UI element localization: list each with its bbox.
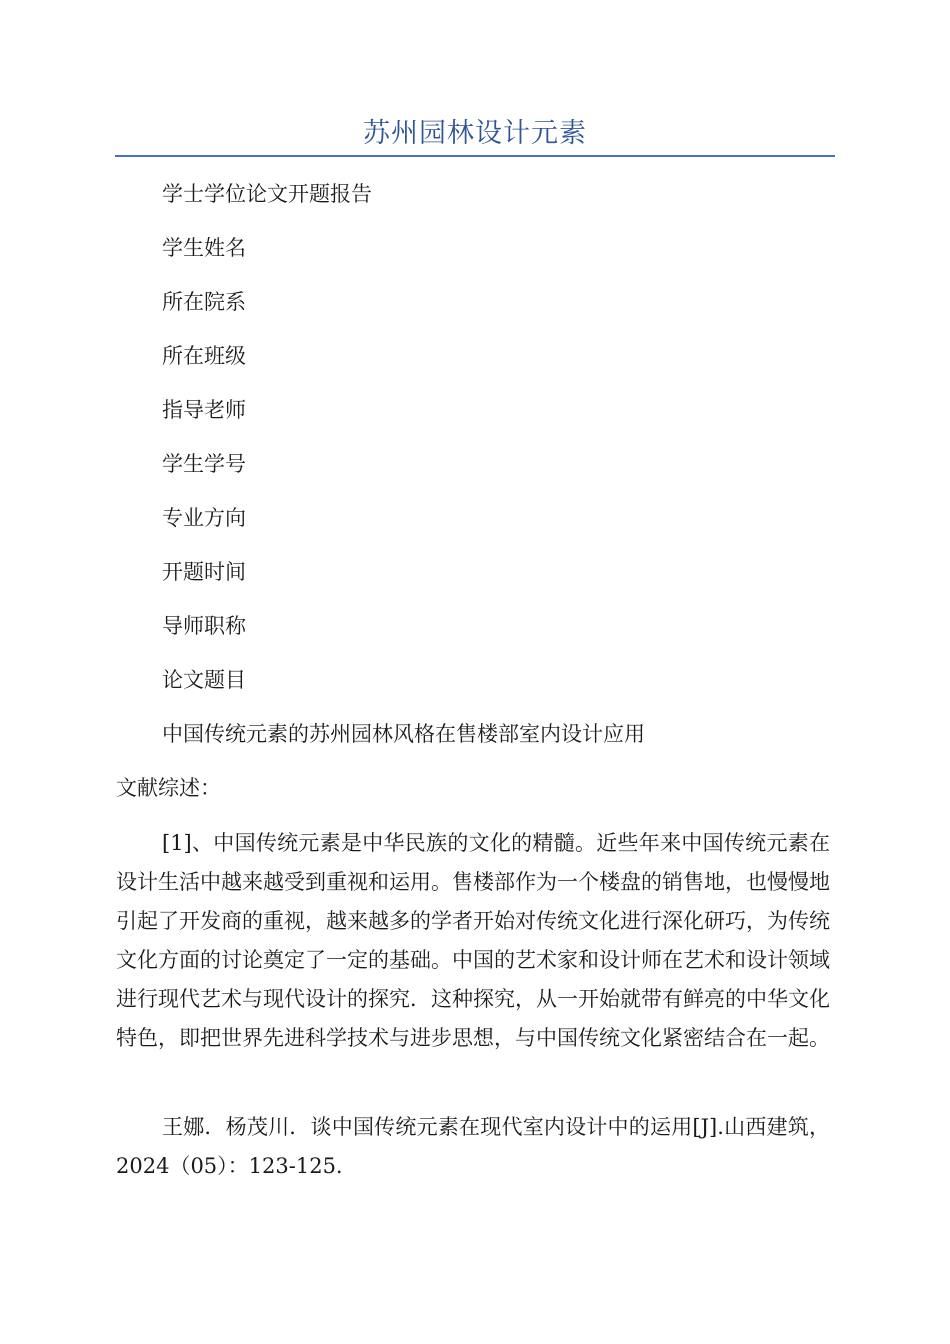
field-student-name: 学生姓名 [162, 236, 246, 260]
paragraph-reference-1: 王娜．杨茂川．谈中国传统元素在现代室内设计中的运用[J].山西建筑，2024（05）：123-125. [116, 1115, 830, 1178]
field-report-type: 学士学位论文开题报告 [162, 182, 372, 206]
document-title: 苏州园林设计元素 [363, 118, 587, 149]
field-student-id: 学生学号 [162, 452, 246, 476]
field-proposal-date: 开题时间 [162, 560, 246, 584]
field-major: 专业方向 [162, 506, 246, 530]
thesis-title: 中国传统元素的苏州园林风格在售楼部室内设计应用 [162, 722, 645, 746]
paragraph-literature-1: [1]、中国传统元素是中华民族的文化的精髓。近些年来中国传统元素在设计生活中越来越受到重视和运用。售楼部作为一个楼盘的销售地，也慢慢地引起了开发商的重视，越来越多的学者开始对传统文化进行深化研巧，为传统文化方面的讨论奠定了一定的基础。中国的艺术家和设计师在艺术和设计领域进行现代艺术与现代设计的探究．这种探究，从一开始就带有鲜亮的中华文化特色，即把世界先进科学技术与进步思想，与中国传统文化紧密结合在一起。 [116, 831, 830, 1050]
field-department: 所在院系 [162, 290, 246, 314]
section-heading-literature-review: 文献综述： [116, 776, 221, 800]
field-advisor-title: 导师职称 [162, 614, 246, 638]
field-thesis-title-label: 论文题目 [162, 668, 246, 692]
field-class: 所在班级 [162, 344, 246, 368]
title-underline [115, 155, 835, 157]
field-advisor: 指导老师 [162, 398, 246, 422]
